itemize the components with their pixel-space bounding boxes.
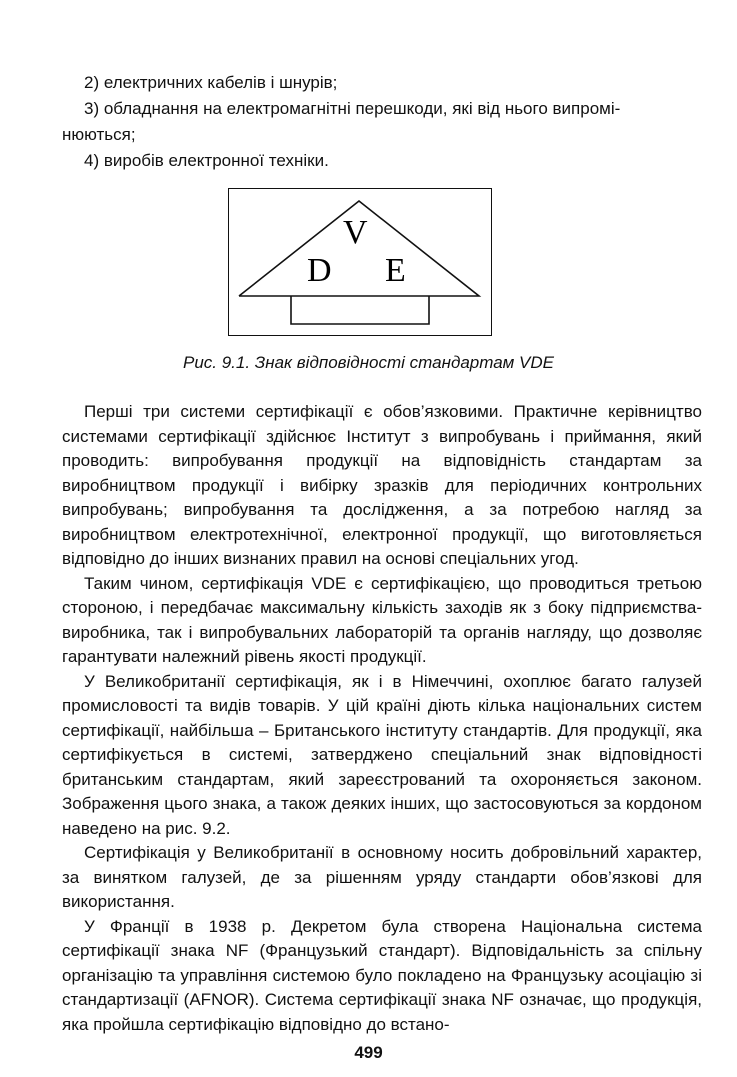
paragraph: У Франції в 1938 р. Декретом була створена Національна система сертифікації знака NF (Французький стандарт). Відповідальність за спільну організацію та управління системою було покладено на Французьку асоціацію зі стандартизації (AFNOR). Система сертифікації знака NF означає, що продукція, яка пройшла сертифікацію відповідно до встано- — [62, 916, 702, 1034]
paragraph: Сертифікація у Великобританії в основному носить добровільний характер, за винятком галузей, де за рішенням уряду стандарти обов’язкові для використання. — [62, 843, 702, 911]
paragraph: Перші три системи сертифікації є обов’язковими. Практичне керівництво системами сертифікації здійснює Інститут з випробувань і приймання, який проводить: випробування продукції на відповідність стандартам за виробництвом продукції і вибірку зразків для періодичних контрольних випробувань; випробування та дослідження, а за потребою нагляд за виробництвом електротехнічної, електронної продукції, що виготовляється відповідно до інших визнаних правил на основі спеціальних угод. — [62, 402, 702, 568]
list-item: 3) обладнання на електромагнітні перешкоди, які від нього випромі- — [84, 99, 621, 118]
numbered-list — [62, 70, 702, 174]
paragraph: У Великобританії сертифікація, як і в Німеччині, охоплює багато галузей промисловості та видів товарів. У цій країні діють кілька національних систем сертифікації, найбільша – Британського інституту стандартів. Для продукції, яка сертифікується в системі, затверджено спеціальний знак відповідності британським стандартам, який зареєстрований та охороняється законом. Зображення цього знака, а також деяких інших, що застосовуються за кордоном наведено на рис. 9.2. — [62, 671, 702, 838]
body-text — [62, 400, 702, 1037]
list-item-continuation: нюються; — [62, 125, 136, 144]
page-number: 499 — [354, 1043, 383, 1062]
list-item: 2) електричних кабелів і шнурів; — [84, 73, 338, 92]
base-rectangle — [291, 296, 429, 324]
figure-caption: Рис. 9.1. Знак відповідності стандартам VDE — [182, 353, 555, 372]
vde-mark-figure — [228, 188, 492, 336]
letter-e: E — [385, 252, 406, 289]
paragraph: Таким чином, сертифікація VDE є сертифікацією, що проводиться третьою стороною, і передбачає максимальну кількість заходів як з боку підприємства-виробника, так і випробувальних лабораторій та органів нагляду, що дозволяє гарантувати належний рівень якості продукції. — [62, 573, 702, 666]
vde-mark-drawing — [229, 189, 490, 334]
letter-d: D — [307, 252, 332, 289]
list-item: 4) виробів електронної техніки. — [84, 151, 329, 170]
letter-v: V — [343, 214, 368, 251]
